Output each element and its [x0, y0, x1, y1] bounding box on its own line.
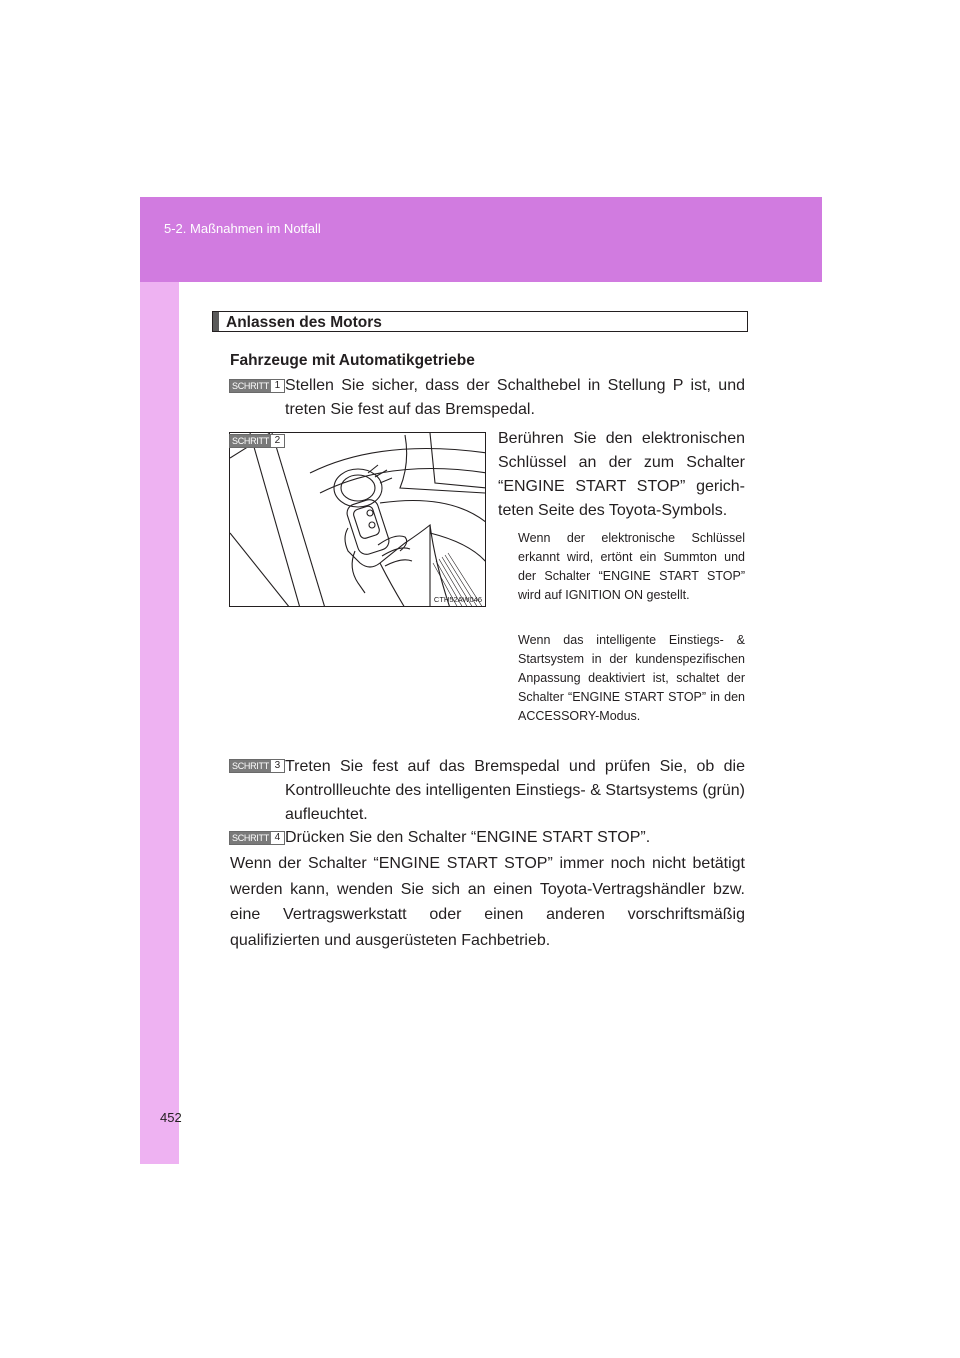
- step-badge-2: [229, 434, 285, 448]
- step-label: SCHRITT: [232, 436, 269, 446]
- subheading: Fahrzeuge mit Automatikgetriebe: [230, 352, 475, 369]
- step-1-text: Stellen Sie sicher, dass der Schalthebel in Stellung P ist, und treten Sie fest auf das Bremspedal.: [285, 377, 745, 418]
- step-3-text: Treten Sie fest auf das Bremspedal und prüfen Sie, ob die Kontrollleuchte des intelligenten Einstiegs- & Startsystems (grün) aufleuchtet.: [285, 758, 745, 823]
- step-number: 2: [274, 435, 281, 446]
- key-touch-illustration: [229, 432, 486, 607]
- step-label: SCHRITT: [232, 381, 269, 391]
- illustration-code: CTH52AW046: [433, 595, 482, 604]
- step-number: 3: [274, 760, 281, 771]
- step-label: SCHRITT: [232, 761, 269, 771]
- step-badge-3: [229, 759, 285, 773]
- section-marker: [213, 312, 219, 331]
- step-badge-4: [229, 831, 285, 845]
- note-2: Wenn das intelligente Einstiegs- & Startsystem in der kundenspezifischen Anpassung deaktiviert ist, schaltet der Schalter “ENGINE START STOP” in den ACCESSORY-Modus.: [518, 633, 745, 723]
- header-band: [140, 197, 822, 282]
- section-breadcrumb: 5-2. Maßnahmen im Notfall: [164, 221, 321, 236]
- step-number: 1: [274, 380, 281, 391]
- section-title: Anlassen des Motors: [226, 314, 382, 331]
- closing-paragraph: Wenn der Schalter “ENGINE START STOP” immer noch nicht betätigt werden kann, wenden Sie sich an einen Toyota-Vertragshändler bzw. eine Vertragswerkstatt oder einen anderen vorschriftsmäßig qualifizierten und ausgerüsteten Fachbetrieb.: [230, 855, 745, 949]
- step-2-text: Berühren Sie den elektronischen Schlüssel an der zum Schalter “ENGINE START STOP” gerichteten Seite des Toyota-Symbols.: [498, 430, 745, 519]
- key-touch-drawing: [230, 433, 486, 607]
- step-badge-1: [229, 379, 285, 393]
- note-1: Wenn der elektronische Schlüssel erkannt wird, ertönt ein Summton und der Schalter “ENGINE START STOP” wird auf IGNITION ON gestellt.: [518, 531, 745, 602]
- step-number: 4: [274, 832, 281, 843]
- step-label: SCHRITT: [232, 833, 269, 843]
- page-number: 452: [160, 1110, 182, 1125]
- section-title-bar: [212, 311, 748, 332]
- side-strip: [140, 282, 179, 1164]
- step-4-text: Drücken Sie den Schalter “ENGINE START STOP”.: [285, 829, 651, 846]
